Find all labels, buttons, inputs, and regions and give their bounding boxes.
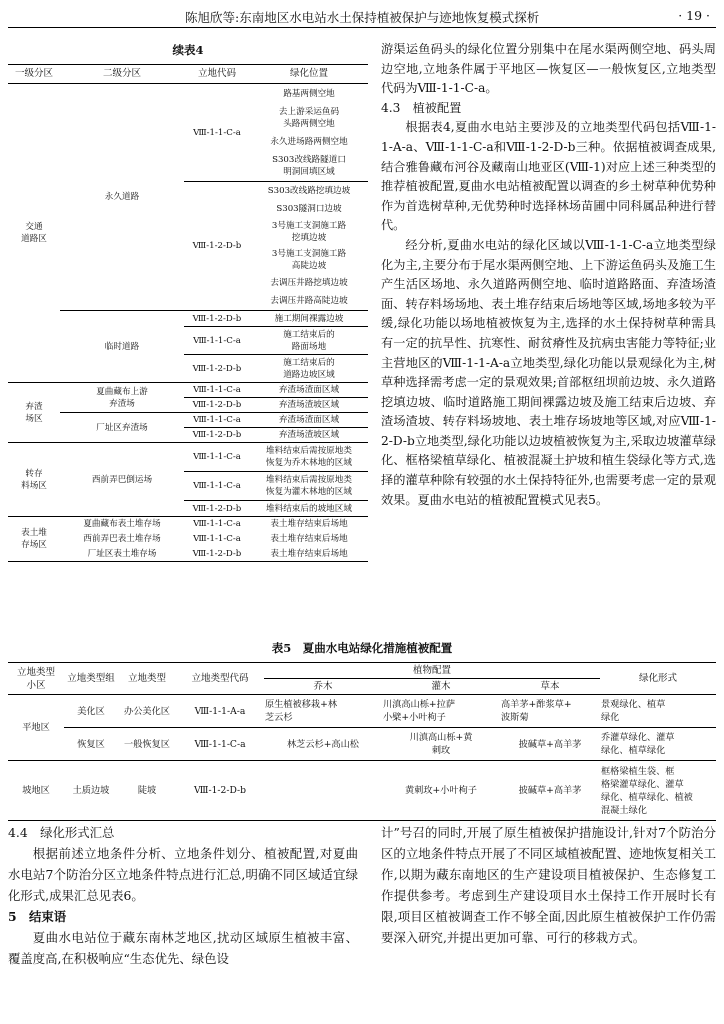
t5-herb: 披碱草+高羊茅	[500, 728, 600, 761]
t4-l2: 永久道路	[104, 192, 140, 202]
t5-header: 绿化形式	[600, 663, 716, 695]
t5-shrub: 川滇高山栎+黄 刺玫	[382, 728, 500, 761]
t4-l1: 表土堆 存场区	[8, 517, 60, 562]
t4-code: Ⅷ-1-2-D-b	[184, 355, 250, 383]
t4-code: Ⅷ-1-1-C-a	[184, 413, 250, 428]
t5-group: 土质边坡	[64, 761, 118, 821]
t4-loc: 施工结束后的 道路边坡区域	[250, 355, 368, 383]
t4-code: Ⅷ-1-1-C-a	[193, 519, 241, 530]
running-header	[0, 8, 724, 26]
t4-loc: 永久进场路两侧空地	[270, 136, 348, 147]
t4-code: Ⅷ-1-1-C-a	[184, 383, 250, 398]
t4-loc: 弃渣场渣坡区域	[250, 398, 368, 413]
right-column-text	[381, 40, 716, 510]
bottom-left-text	[8, 822, 358, 969]
bottom-right-text	[381, 822, 716, 948]
t4-l2: 临时道路	[60, 311, 184, 383]
section-heading-5: 5 结束语	[8, 909, 67, 924]
t5-tree: 原生植被移栽+林 芝云杉	[264, 695, 382, 728]
t5-code: Ⅷ-1-2-D-b	[176, 761, 264, 821]
section-heading-4-3: 4.3 植被配置	[381, 100, 462, 115]
table4-block	[8, 38, 368, 630]
t4-code: Ⅷ-1-2-D-b	[184, 428, 250, 443]
t4-l2: 西前弄巴倒运场	[60, 443, 184, 517]
t5-code: Ⅷ-1-1-C-a	[176, 728, 264, 761]
t4-code: Ⅷ-1-2-D-b	[184, 182, 250, 311]
t5-zone: 平地区	[8, 695, 64, 761]
t4-loc: 3号施工支洞施工路 挖填边坡	[271, 220, 347, 243]
t5-type: 一般恢复区	[118, 728, 176, 761]
t5-header: 立地类型 小区	[8, 663, 64, 695]
t4-loc: 堆料结束后需按原地类 恢复为灌木林地的区域	[250, 472, 368, 501]
t5-header: 立地类型组	[64, 663, 118, 695]
table4	[8, 64, 368, 562]
t5-header: 乔木	[264, 679, 382, 695]
t4-loc: 路基两侧空地	[283, 88, 335, 99]
t5-header: 立地类型代码	[176, 663, 264, 695]
t5-form: 景观绿化、植草 绿化	[600, 695, 716, 728]
t4-loc: 弃渣场渣面区域	[250, 413, 368, 428]
t4-loc: S303改线路隧道口 明洞回填区域	[272, 154, 346, 177]
t5-group: 恢复区	[64, 728, 118, 761]
section-heading-4-4: 4.4 绿化形式汇总	[8, 825, 115, 840]
t4-loc: 表土堆存结束后场地	[270, 519, 348, 530]
t4-header: 绿化位置	[250, 65, 368, 84]
t4-loc: 去上游采运鱼码 头路两侧空地	[278, 106, 340, 129]
t5-herb: 披碱草+高羊茅	[500, 761, 600, 821]
t5-header: 草本	[500, 679, 600, 695]
t5-tree: 林芝云杉+高山松	[264, 728, 382, 761]
t4-loc: 表土堆存结束后场地	[250, 547, 368, 562]
t4-loc: S303改线路挖填边坡	[250, 182, 368, 200]
t4-code: Ⅷ-1-1-C-a	[184, 443, 250, 472]
table5-caption: 表5 夏曲水电站绿化措施植被配置	[271, 641, 453, 655]
t5-type: 陡坡	[118, 761, 176, 821]
t4-code: Ⅷ-1-1-C-a	[184, 472, 250, 501]
paragraph: 经分析,夏曲水电站的绿化区域以Ⅷ-1-1-C-a立地类型绿化为主,主要分布于尾水渠两侧空地、上下游运鱼码头及施工生产生活区场地、永久道路两侧空地、临时道路路面、弃渣场渣面、转存料场场地、表土堆存结束后场地等区域,场地多较为平缓,绿化功能以场地植被恢复为主,选择的水土保持树草种需具有一定的抗旱性、抗寒性、耐贫瘠性及抗病虫害能力等特征;业主营地区的Ⅷ-1-1-A-a立地类型,绿化功能以景观绿化为主,树草种选择需考虑一定的景观效果;首部枢纽坝前边坡、永久道路挖填边坡、临时道路施工期间裸露边坡及施工结束后边坡、弃渣场渣坡、转存料场坡地、表土堆存场坡地等区域,对应Ⅷ-1-2-D-b立地类型,绿化功能以边坡植被恢复为主,采取边坡灌草绿化、框格梁植草绿化、植被混凝土护坡和植生袋绿化等方式,选择的灌草种除有较强的水土保持特征外,也需要考虑一定的景观效果。夏曲水电站的植被配置模式见表5。	[381, 237, 716, 507]
t4-l2: 夏曲藏布表土堆存场	[83, 519, 161, 530]
paragraph: 根据表4,夏曲水电站主要涉及的立地类型代码包括Ⅷ-1-1-A-a、Ⅷ-1-1-C-a和Ⅷ-1-2-D-b三种。依据植被调查成果,结合雅鲁藏布河谷及藏南山地亚区(Ⅷ-1)对应上述三种类型的推荐植被配置,夏曲水电站植被配置以调查的乡土树草种优势种作为首选树草种,无优势种时选择林场苗圃中同科属品种进行替代。	[381, 120, 716, 233]
t4-loc: 去调压井路高陡边坡	[270, 295, 348, 306]
table5-block	[8, 636, 716, 821]
t5-herb: 高羊茅+酢浆草+ 波斯菊	[500, 695, 600, 728]
t4-l1: 转存 料场区	[8, 443, 60, 517]
t4-loc: 弃渣场渣面区域	[250, 383, 368, 398]
t4-header: 一级分区	[8, 65, 60, 84]
t4-loc: 施工结束后的 路面场地	[250, 327, 368, 355]
t4-l2: 厂址区表土堆存场	[60, 547, 184, 562]
t5-type: 办公美化区	[118, 695, 176, 728]
t4-loc: 弃渣场渣坡区域	[250, 428, 368, 443]
t5-tree	[264, 761, 382, 821]
page-number: · 19 ·	[678, 8, 710, 23]
t5-shrub: 黄刺玫+小叶枸子	[382, 761, 500, 821]
t4-code: Ⅷ-1-2-D-b	[184, 547, 250, 562]
t4-l2: 夏曲藏布上游 弃渣场	[60, 383, 184, 413]
t5-shrub: 川滇高山栎+拉萨 小檗+小叶枸子	[382, 695, 500, 728]
paragraph: 夏曲水电站位于藏东南林芝地区,扰动区域原生植被丰富、覆盖度高,在积极响应“生态优先、绿色设	[8, 930, 358, 966]
t4-loc: 表土堆存结束后场地	[270, 534, 348, 544]
paragraph: 计”号召的同时,开展了原生植被保护措施设计,针对7个防治分区的立地条件特点开展了不同区域植被配置、迹地恢复相关工作,以期为藏东南地区的生产建设项目植被保护、生态修复工作提供参考。考虑到生产建设项目水土保持工作开展时长有限,项目区植被调查工作不够全面,因此原生植被保护工作仍需要深入研究,并提出更加可靠、可行的移栽方式。	[381, 825, 716, 945]
t4-l2: 厂址区弃渣场	[60, 413, 184, 443]
t5-group: 美化区	[64, 695, 118, 728]
t4-loc: 3号施工支洞施工路 高陡边坡	[271, 248, 347, 271]
table4-caption: 续表4	[172, 43, 204, 57]
t5-header: 植物配置	[264, 663, 600, 679]
t5-header: 灌木	[382, 679, 500, 695]
t4-code: Ⅷ-1-1-C-a	[184, 327, 250, 355]
t4-loc: S303隧洞口边坡	[276, 203, 342, 214]
t4-code: Ⅷ-1-2-D-b	[184, 311, 250, 327]
t4-code: Ⅷ-1-1-C-a	[193, 534, 241, 544]
paragraph: 根据前述立地条件分析、立地条件划分、植被配置,对夏曲水电站7个防治分区立地条件特点进行汇总,明确不同区域适宜绿化形式,成果汇总见表6。	[8, 846, 358, 903]
t4-l1: 交通 道路区	[8, 84, 60, 383]
header-rule	[8, 27, 716, 28]
t4-l2: 西前弄巴表土堆存场	[83, 534, 161, 544]
t4-l1: 弃渣 场区	[8, 383, 60, 443]
t5-zone: 坡地区	[8, 761, 64, 821]
t4-loc: 去调压井路挖填边坡	[270, 277, 348, 288]
t5-header: 立地类型	[118, 663, 176, 695]
running-title: 陈旭欣等:东南地区水电站水土保持植被保护与迹地恢复模式探析	[185, 10, 540, 25]
table5	[8, 662, 716, 821]
t5-code: Ⅷ-1-1-A-a	[176, 695, 264, 728]
t4-code: Ⅷ-1-2-D-b	[184, 398, 250, 413]
t5-form: 乔灌草绿化、灌草 绿化、植草绿化	[600, 728, 716, 761]
t4-code: Ⅷ-1-1-C-a	[193, 127, 241, 138]
t4-header: 立地代码	[184, 65, 250, 84]
paragraph: 游渠运鱼码头的绿化位置分别集中在尾水渠两侧空地、码头周边空地,立地条件属于平地区—恢复区—一般恢复区,立地类型代码为Ⅷ-1-1-C-a。	[381, 42, 716, 96]
t4-loc: 施工期间裸露边坡	[250, 311, 368, 327]
t4-code: Ⅷ-1-2-D-b	[184, 501, 250, 517]
t5-form: 框格梁植生袋、框 格梁灌草绿化、灌草 绿化、植草绿化、植被 混凝土绿化	[600, 761, 716, 821]
t4-loc: 堆料结束后需按原地类 恢复为乔木林地的区域	[250, 443, 368, 472]
t4-loc: 堆料结束后的坡地区域	[250, 501, 368, 517]
t4-header: 二级分区	[60, 65, 184, 84]
